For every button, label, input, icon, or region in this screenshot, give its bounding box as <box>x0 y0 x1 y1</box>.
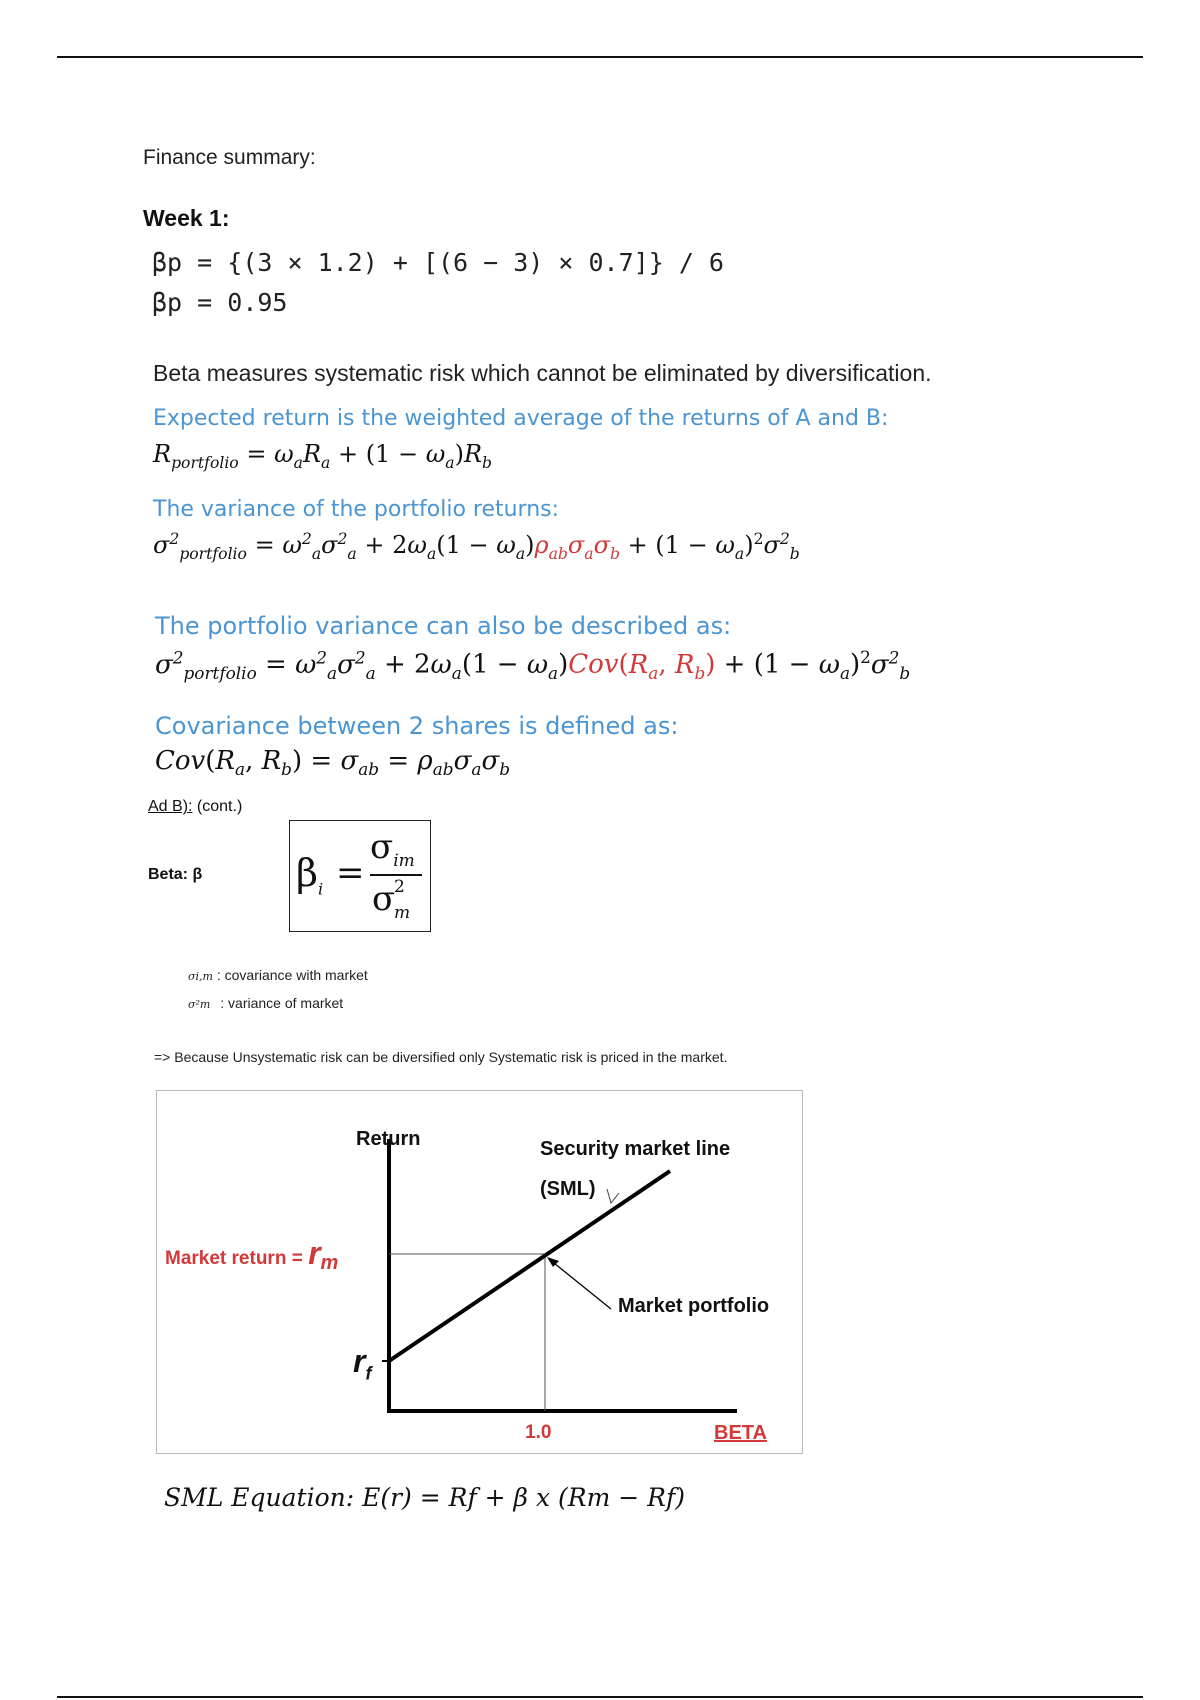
risk-free-label: $r_f$ <box>353 1343 372 1384</box>
variance-heading: The variance of the portfolio returns: <box>153 497 560 522</box>
market-portfolio-label: Market portfolio <box>618 1295 770 1317</box>
variance-formula: $\sigma^2_{portfolio} = \omega^2_a\sigma^2_a + 2\omega_a(1 - \omega_a)\rho_{ab}\sigma_a\sigma_b + (1 - \omega_a)^2\sigma^2_b$ <box>153 530 800 563</box>
covariance-formula: $Cov(R_a$, $R_b) = \sigma_{ab} = \rho_{ab}\sigma_a\sigma_b$ <box>155 746 510 780</box>
adb-cont: (cont.) <box>196 798 243 815</box>
variance-alt-formula: $\sigma^2_{portfolio} = \omega^2_a\sigma^2_a + 2\omega_a(1 - \omega_a)Cov(R_a$, $R_b) + (1 - \omega_a)^2\sigma^2_b$ <box>155 647 911 683</box>
systematic-risk-note: => Because Unsystematic risk can be diversified only Systematic risk is priced in the market. <box>154 1049 728 1065</box>
fraction-bar <box>370 874 422 876</box>
beta-formula-denominator: σ 2 m <box>372 877 411 923</box>
sigma-im-text: : covariance with market <box>216 967 368 983</box>
beta-calc-lhs-2: βp <box>152 288 183 317</box>
beta-calc-line-1 <box>152 248 724 277</box>
sigma-m2-symbol: σ²m <box>188 998 211 1011</box>
expected-return-heading: Expected return is the weighted average of the returns of A and B: <box>153 406 889 431</box>
sml-line <box>389 1171 670 1361</box>
sml-chart <box>156 1090 803 1454</box>
x-tick-label: 1.0 <box>525 1422 552 1443</box>
market-portfolio-pointer <box>549 1259 611 1309</box>
beta-calc-lhs-1: βp <box>152 248 183 277</box>
sml-equation: SML Equation: E(r) = Rf + β x (Rm − Rf) <box>164 1483 685 1512</box>
adb-label: Ad B): <box>148 798 193 815</box>
adb-line <box>148 798 242 816</box>
week-heading: Week 1: <box>143 205 230 231</box>
legend-sigma-m2 <box>188 995 343 1011</box>
sml-label: Security market line <box>540 1138 731 1160</box>
top-rule <box>57 56 1143 58</box>
expected-return-formula: $R_{portfolio} = \omega_aR_a + (1 - \omega_a)R_b$ <box>153 440 493 472</box>
beta-formula-numerator: $\sigma_{im}$ <box>370 827 415 871</box>
market-return-label: Market return = $r_m$ <box>165 1235 339 1274</box>
beta-calc-line-2 <box>152 288 287 317</box>
y-axis-label: Return <box>356 1128 421 1150</box>
beta-calc-rhs-2: = 0.95 <box>197 288 288 317</box>
sml-label-abbrev: (SML) <box>540 1178 596 1200</box>
sigma-im-symbol: σi,m <box>188 970 213 983</box>
beta-formula-box <box>289 820 431 932</box>
page-title: Finance summary: <box>143 146 316 169</box>
sml-label-arrow <box>607 1189 619 1203</box>
covariance-heading: Covariance between 2 shares is defined as: <box>155 712 679 740</box>
variance-alt-heading: The portfolio variance can also be described as: <box>155 612 732 640</box>
legend-sigma-im <box>188 967 368 983</box>
beta-calc-rhs-1: = {(3 × 1.2) + [(6 − 3) × 0.7]} / 6 <box>197 248 724 277</box>
beta-definition: Beta measures systematic risk which cannot be eliminated by diversification. <box>153 360 932 386</box>
sigma-m2-text: : variance of market <box>220 995 344 1011</box>
beta-formula-lhs: $\beta_i$ <box>296 851 324 899</box>
x-axis-label: BETA <box>714 1422 767 1444</box>
beta-formula-equals: = <box>336 853 365 893</box>
bottom-rule <box>57 1696 1143 1698</box>
beta-label: Beta: β <box>148 866 203 883</box>
